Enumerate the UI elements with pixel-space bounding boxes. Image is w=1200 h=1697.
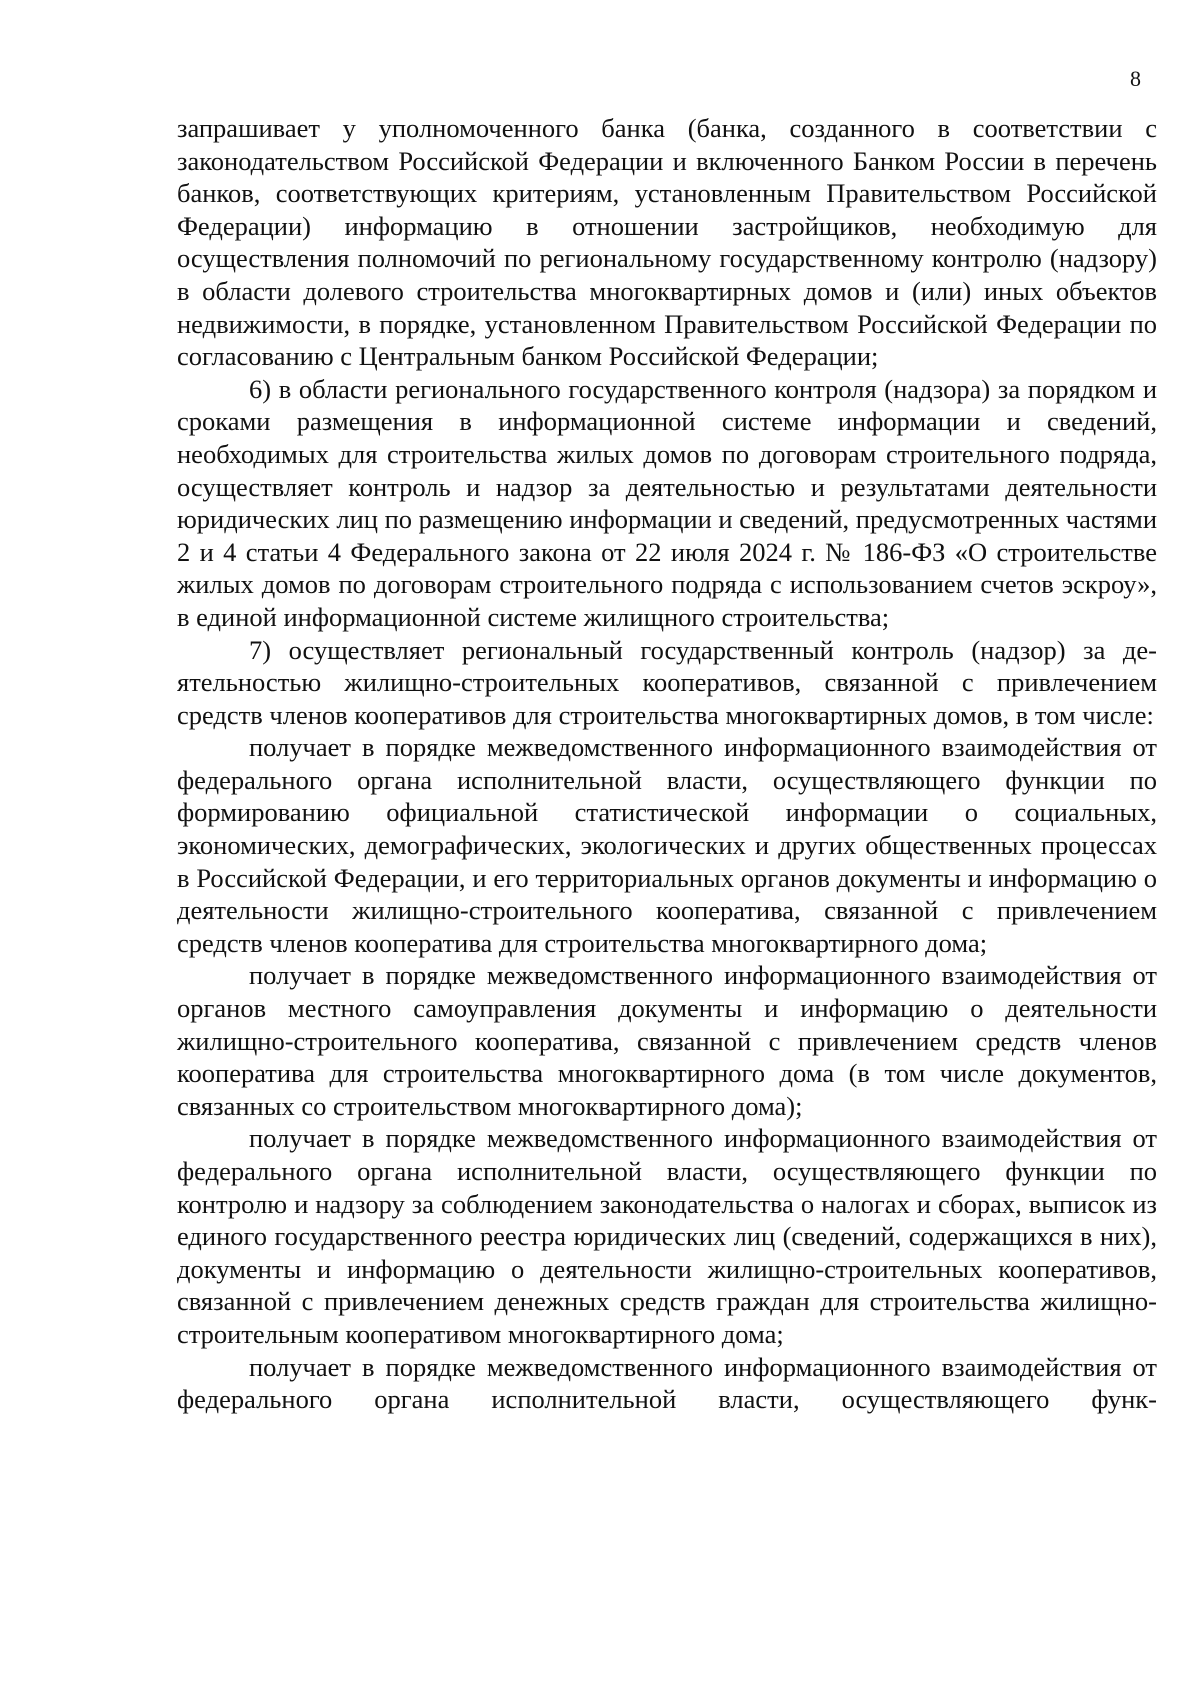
paragraph-subitem-statistics: получает в порядке межведомственного информационного взаимодействия от федерального органа исполнительной власти, осуществляющего функции по формированию официальной статистической информации о социальных, экономических, демографических, экологических и других общественных процессах в Российской Федерации, и его территориальных органов документы и информацию о деятельности жилищно-строительного кооператива, связанной с привлечением средств членов кооператива для строительства многоквартирного дома;	[177, 732, 1157, 958]
paragraph-subitem-tax-authority: получает в порядке межведомственного информационного взаимодействия от федерального органа исполнительной власти, осуществляющего функции по контролю и надзору за соблюдением законодательства о налогах и сборах, выписок из единого государственного реестра юридических лиц (сведений, содержащихся в них), документы и информацию о деятельности жилищно-строительных кооперативов, связанной с привлечением денежных средств граждан для строительства жилищно-строительным кооперативом многоквартирного дома;	[177, 1123, 1157, 1349]
document-body	[177, 112, 1157, 1416]
paragraph-item-6: 6) в области регионального государственного контроля (надзора) за порядком и сроками размещения в информационной системе информации и сведений, необходимых для строительства жилых домов по договорам строительного подряда, осуществляет контроль и надзор за деятельностью и результатами деятельности юридических лиц по размещению информации и сведений, предусмотренных частями 2 и 4 статьи 4 Федерального закона от 22 июля 2024 г. № 186-ФЗ «О строительстве жилых домов по договорам строительного подряда с использованием счетов эскроу», в единой информационной системе жилищного строительства;	[177, 373, 1157, 632]
paragraph-subitem-continued: получает в порядке межведомственного информационного взаимодействия от федерального органа исполнительной власти, осуществляющего функ-	[177, 1351, 1157, 1415]
paragraph-continued: запрашивает у уполномоченного банка (банка, созданного в соответствии с законодательством Российской Федерации и включенного Банком России в перечень банков, соответствующих критериям, установленным Правительством Российской Федерации) информацию в отношении застройщиков, необходимую для осуществления полномочий по региональному государственному контролю (надзору) в области долевого строительства многоквартирных домов и (или) иных объектов недвижимости, в порядке, установленном Правительством Российской Федерации по согласованию с Центральным банком Российской Федерации;	[177, 113, 1157, 372]
paragraph-subitem-local-government: получает в порядке межведомственного информационного взаимодействия от органов местного самоуправления документы и информацию о деятельности жилищно-строительного кооператива, связанной с привлечением средств членов кооператива для строительства многоквартирного дома (в том числе документов, связанных со строительством многоквартирного дома);	[177, 960, 1157, 1121]
paragraph-item-7: 7) осуществляет региональный государственный контроль (надзор) за деятельностью жилищно-строительных кооперативов, связанной с привлечением средств членов кооперативов для строительства многоквартирных домов, в том числе:	[177, 634, 1157, 730]
page-number: 8	[1130, 66, 1141, 91]
